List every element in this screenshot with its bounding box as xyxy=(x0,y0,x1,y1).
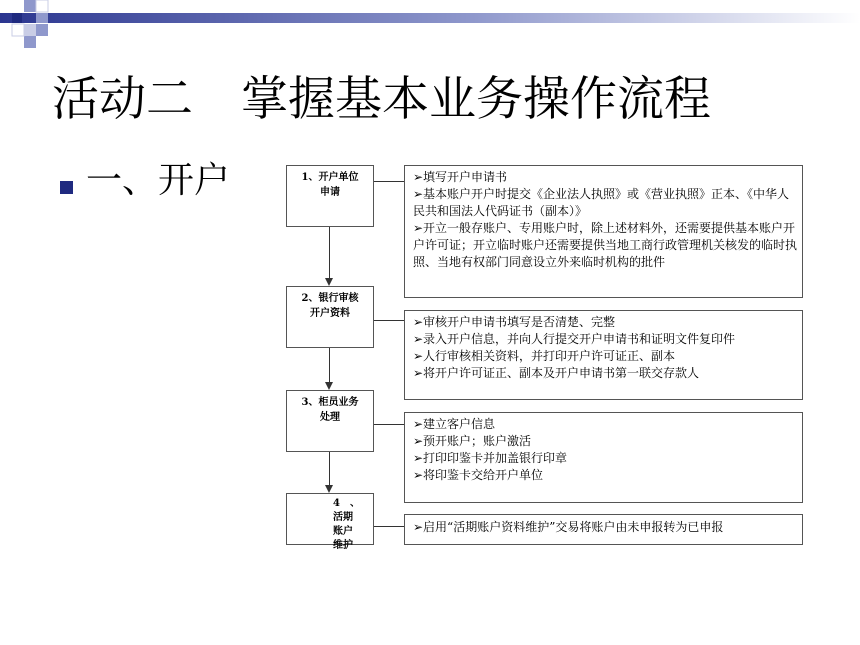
connector-3-4 xyxy=(329,452,330,485)
detail-1-item: ➢开立一般存账户、专用账户时，除上述材料外，还需要提供基本账户开户许可证；开立临时账户还需要提供当地工商行政管理机关核发的临时执照、当地有权部门同意设立外来临时机构的批件 xyxy=(413,221,798,269)
detail-2-item: ➢将开户许可证正、副本及开户申请书第一联交存款人 xyxy=(413,366,700,380)
link-step1 xyxy=(374,181,404,182)
detail-3-item: ➢打印印鉴卡并加盖银行印章 xyxy=(413,451,568,465)
step-box-4 xyxy=(286,493,374,551)
step-4-label-line1: 4 、 xyxy=(333,498,360,509)
step-4-label-line3: 账户 xyxy=(333,526,353,537)
detail-box-4 xyxy=(404,514,803,545)
connector-2-3 xyxy=(329,348,330,382)
detail-1-item: ➢基本账户开户时提交《企业法人执照》或《营业执照》正本、《中华人民共和国法人代码证书（副本）》 xyxy=(413,187,790,218)
arrow-down-icon xyxy=(325,382,333,390)
step-box-1 xyxy=(286,165,374,227)
detail-2-item: ➢人行审核相关资料，并打印开户许可证正、副本 xyxy=(413,349,676,363)
step-box-3 xyxy=(286,390,374,452)
step-3-label-line2: 处理 xyxy=(320,412,340,423)
step-2-label-line2: 开户资料 xyxy=(310,308,350,319)
step-4-label-line2: 活期 xyxy=(333,512,353,523)
section-subtitle: 一、开户 xyxy=(86,160,231,201)
step-1-label-line1: 1、开户单位 xyxy=(301,172,359,183)
detail-4-item: ➢启用“活期账户资料维护”交易将账户由未申报转为已申报 xyxy=(413,520,724,534)
link-step4 xyxy=(374,526,404,527)
step-box-2 xyxy=(286,286,374,348)
detail-3-item: ➢将印鉴卡交给开户单位 xyxy=(413,468,544,482)
detail-box-2 xyxy=(404,310,803,400)
arrow-down-icon xyxy=(325,485,333,493)
connector-1-2 xyxy=(329,227,330,278)
step-2-label-line1: 2、银行审核 xyxy=(301,293,359,304)
link-step2 xyxy=(374,320,404,321)
detail-2-item: ➢录入开户信息，并向人行提交开户申请书和证明文件复印件 xyxy=(413,332,736,346)
detail-3-item: ➢建立客户信息 xyxy=(413,417,496,431)
header-decoration xyxy=(0,0,860,48)
step-4-label-line4: 维护 xyxy=(333,540,353,551)
link-step3 xyxy=(374,424,404,425)
step-1-label-line2: 申请 xyxy=(320,187,340,198)
arrow-down-icon xyxy=(325,278,333,286)
bullet-square-icon xyxy=(60,181,73,194)
step-3-label-line1: 3、柜员业务 xyxy=(301,397,359,408)
detail-box-3 xyxy=(404,412,803,503)
page-title: 活动二 掌握基本业务操作流程 xyxy=(52,72,711,127)
detail-box-1 xyxy=(404,165,803,298)
detail-1-item: ➢填写开户申请书 xyxy=(413,170,508,184)
detail-3-item: ➢预开账户；账户激活 xyxy=(413,434,532,448)
detail-2-item: ➢审核开户申请书填写是否清楚、完整 xyxy=(413,315,616,329)
